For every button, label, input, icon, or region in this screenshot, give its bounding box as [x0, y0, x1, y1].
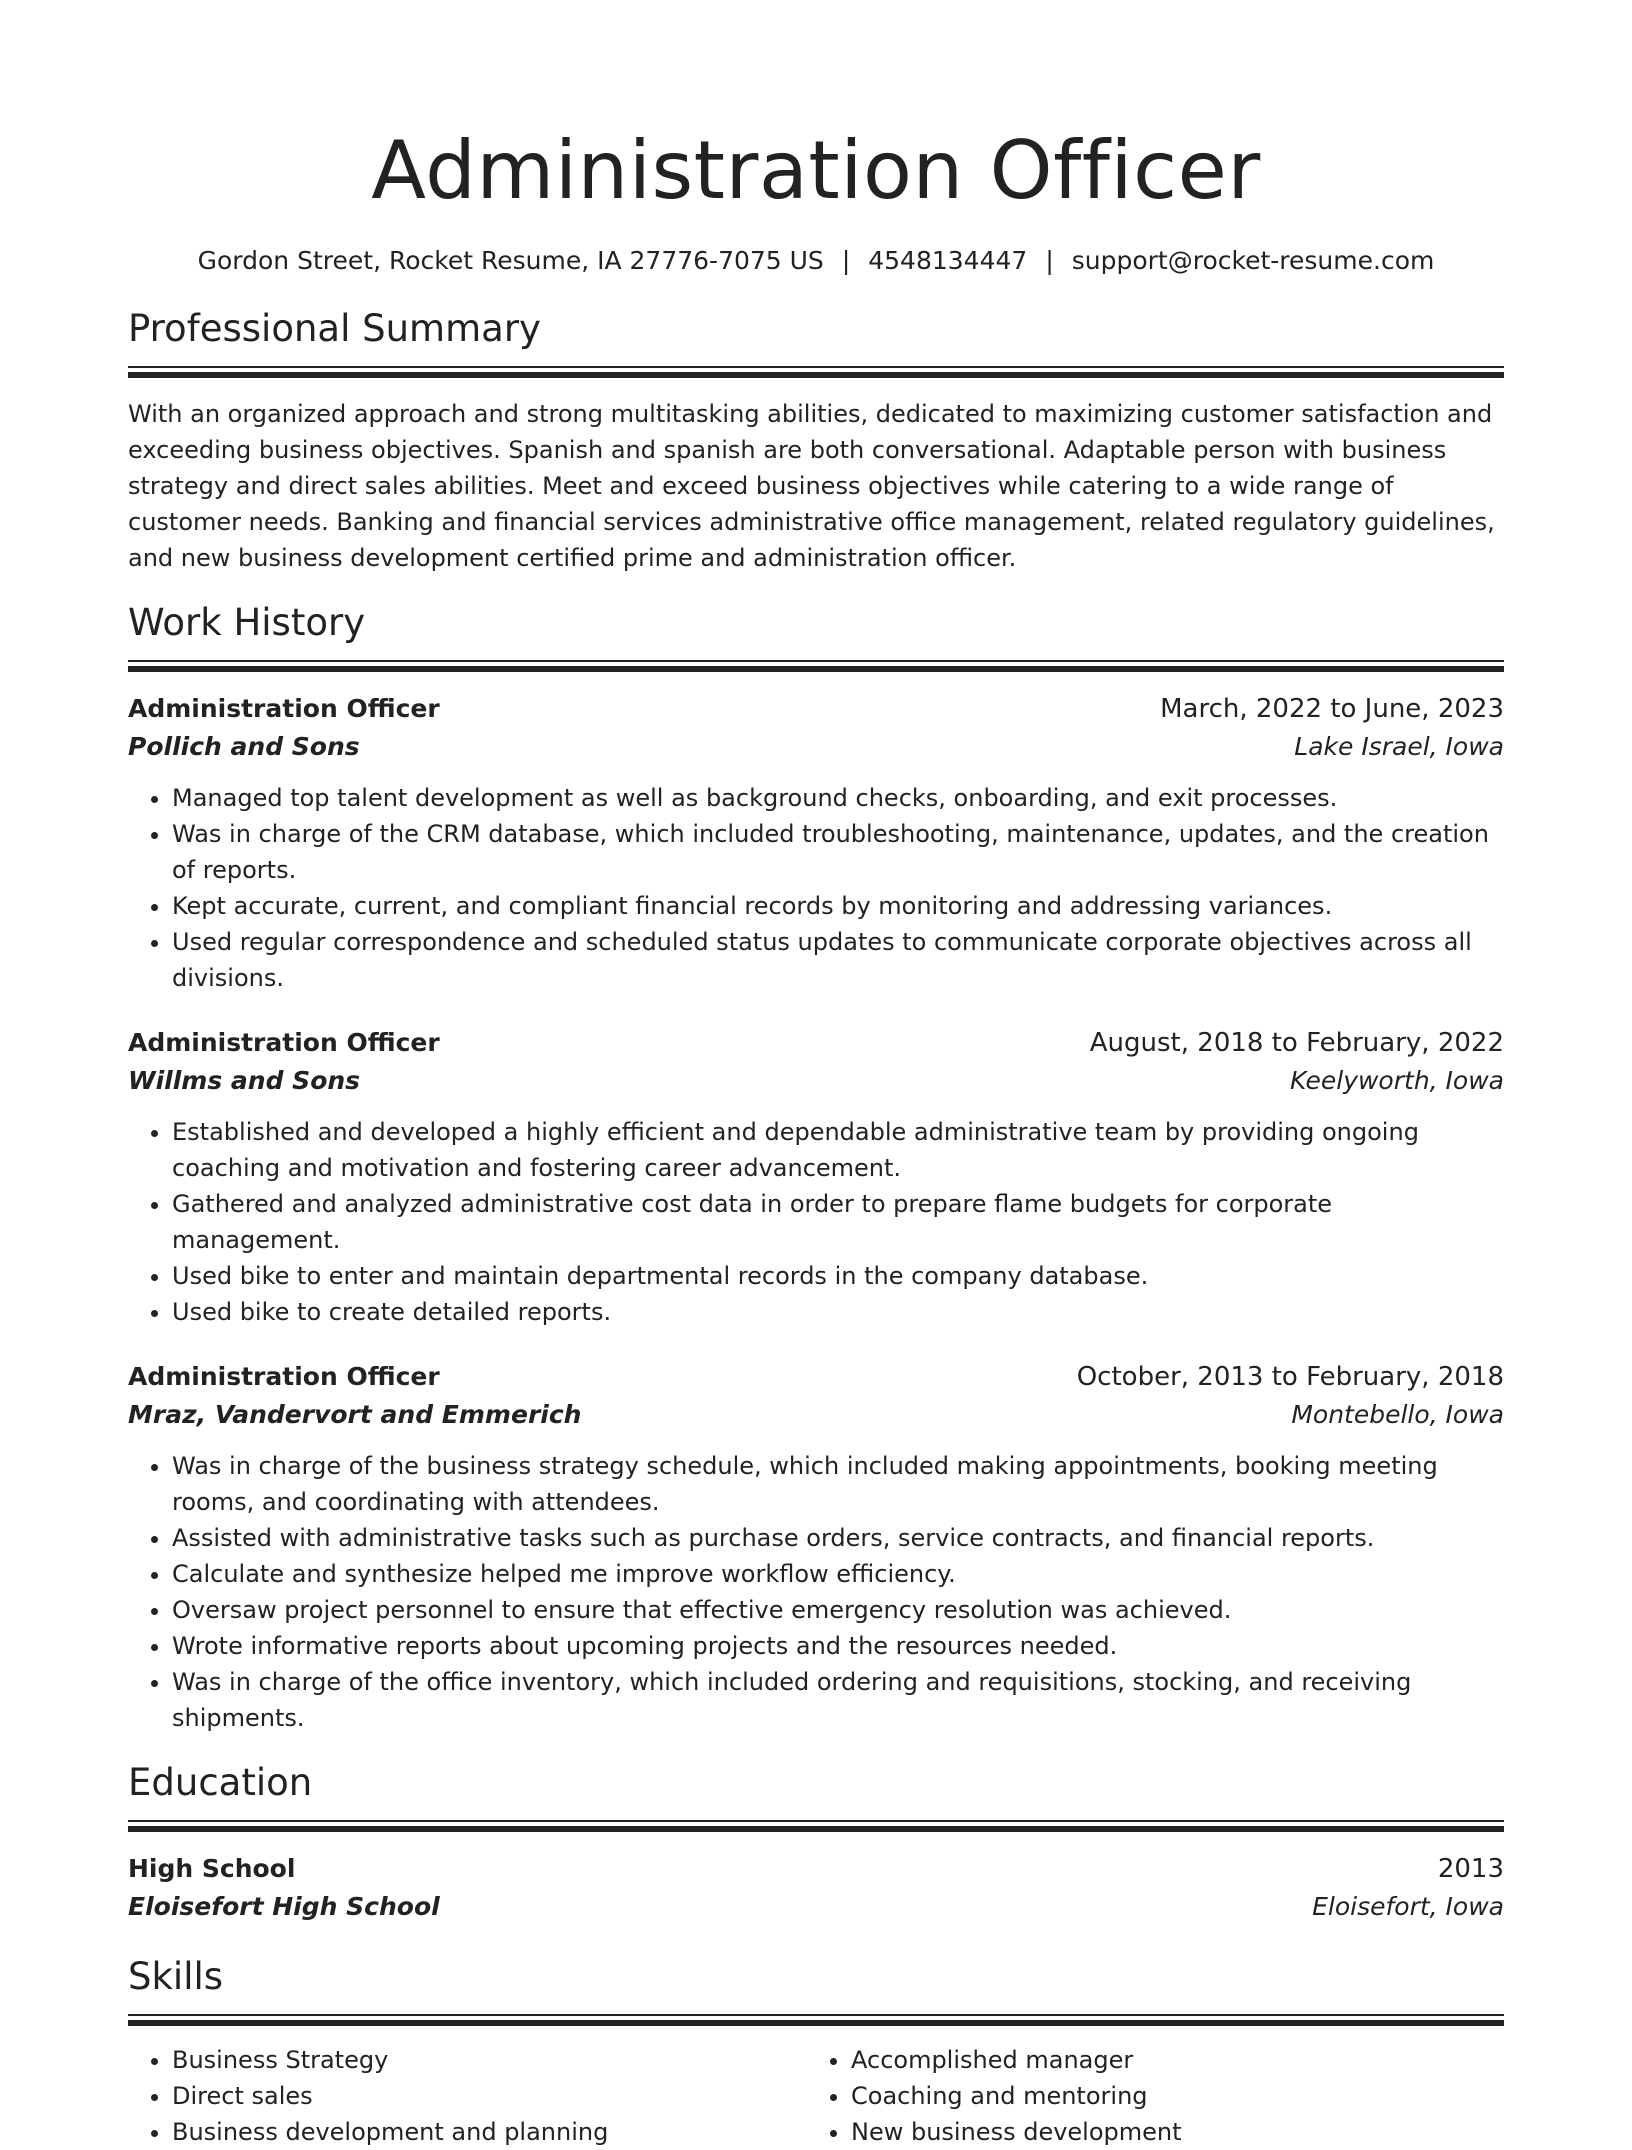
education-header [128, 1850, 1504, 1888]
job-bullet: • Was in charge of the office inventory, which included ordering and requisitions, stocking, and receiving shipments. [172, 1664, 1504, 1736]
job-bullet: • Was in charge of the business strategy schedule, which included making appointments, booking meeting rooms, and coordinating with attendees. [172, 1448, 1504, 1520]
skills-columns [128, 2042, 1504, 2150]
job-employer: Willms and Sons [128, 1066, 361, 1095]
job-bullet: • Managed top talent development as well as background checks, onboarding, and exit processes. [172, 780, 1504, 816]
skill-item: • Accomplished manager [851, 2042, 1486, 2078]
resume-page [128, 116, 1504, 2150]
contact-separator: | [1045, 246, 1054, 275]
summary-section [128, 304, 1504, 576]
education-entry [128, 1850, 1504, 1926]
section-title-education: Education [128, 1761, 313, 1804]
job-location: Montebello, Iowa [1291, 1400, 1504, 1429]
skills-list-right [807, 2042, 1486, 2150]
job-bullet: • Used bike to create detailed reports. [172, 1294, 1504, 1330]
skill-item: • New business development [851, 2114, 1486, 2150]
job-location: Keelyworth, Iowa [1289, 1066, 1504, 1095]
contact-phone: 4548134447 [868, 246, 1028, 275]
job-bullet: • Oversaw project personnel to ensure that effective emergency resolution was achieved. [172, 1592, 1504, 1628]
work-history-section [128, 598, 1504, 1736]
job-dates: March, 2022 to June, 2023 [1160, 694, 1504, 724]
job-dates: October, 2013 to February, 2018 [1076, 1362, 1504, 1392]
skills-list-left [128, 2042, 807, 2150]
section-divider [128, 660, 1504, 674]
contact-separator: | [841, 246, 851, 275]
job-title: Administration Officer [128, 1028, 440, 1057]
job-bullets [128, 780, 1504, 996]
job-employer: Pollich and Sons [128, 732, 360, 761]
job-bullets [128, 1114, 1504, 1330]
skills-section [128, 1952, 1504, 2150]
section-title-summary: Professional Summary [128, 307, 541, 350]
education-degree: High School [128, 1854, 296, 1883]
job-bullet: • Was in charge of the CRM database, which included troubleshooting, maintenance, updates, and the creation of reports. [172, 816, 1504, 888]
skill-item: • Coaching and mentoring [851, 2078, 1486, 2114]
candidate-name: Administration Officer [371, 124, 1261, 217]
job-bullet: • Calculate and synthesize helped me improve workflow efficiency. [172, 1556, 1504, 1592]
contact-address: Gordon Street, Rocket Resume, IA 27776-7075 US [197, 246, 824, 275]
job-entry [128, 690, 1504, 996]
skill-item: • Direct sales [172, 2078, 807, 2114]
job-entry [128, 1024, 1504, 1330]
job-dates: August, 2018 to February, 2022 [1089, 1028, 1504, 1058]
job-title: Administration Officer [128, 1362, 440, 1391]
job-header [128, 690, 1504, 728]
job-bullet: • Gathered and analyzed administrative cost data in order to prepare flame budgets for corporate management. [172, 1186, 1504, 1258]
job-subheader [128, 1396, 1504, 1434]
job-bullet: • Wrote informative reports about upcoming projects and the resources needed. [172, 1628, 1504, 1664]
job-header [128, 1024, 1504, 1062]
job-bullet: • Used bike to enter and maintain departmental records in the company database. [172, 1258, 1504, 1294]
section-title-work-history: Work History [128, 601, 366, 644]
education-subheader [128, 1888, 1504, 1926]
job-title: Administration Officer [128, 694, 440, 723]
job-bullet: • Assisted with administrative tasks such as purchase orders, service contracts, and financial reports. [172, 1520, 1504, 1556]
job-bullet: • Used regular correspondence and scheduled status updates to communicate corporate objectives across all divisions. [172, 924, 1504, 996]
job-entry [128, 1358, 1504, 1736]
job-bullet: • Established and developed a highly efficient and dependable administrative team by providing ongoing coaching and motivation and fostering career advancement. [172, 1114, 1504, 1186]
section-divider [128, 1820, 1504, 1834]
job-location: Lake Israel, Iowa [1294, 732, 1504, 761]
skill-item: • Business development and planning [172, 2114, 807, 2150]
summary-text: With an organized approach and strong multitasking abilities, dedicated to maximizing customer satisfaction and exceeding business objectives. Spanish and spanish are both conversational. Adaptable person with business strategy and direct sales abilities. Meet and exceed business objectives while catering to a wide range of customer needs. Banking and financial services administrative office management, related regulatory guidelines, and new business development certified prime and administration officer. [128, 400, 1495, 572]
section-divider [128, 366, 1504, 380]
contact-line [128, 244, 1504, 278]
job-employer: Mraz, Vandervort and Emmerich [128, 1400, 582, 1429]
contact-email[interactable]: support@rocket-resume.com [1071, 246, 1435, 275]
education-location: Eloisefort, Iowa [1312, 1892, 1504, 1921]
education-school: Eloisefort High School [128, 1892, 440, 1921]
job-header [128, 1358, 1504, 1396]
section-divider [128, 2014, 1504, 2028]
education-year: 2013 [1437, 1854, 1504, 1884]
job-bullets [128, 1448, 1504, 1736]
job-subheader [128, 728, 1504, 766]
job-subheader [128, 1062, 1504, 1100]
skill-item: • Business Strategy [172, 2042, 807, 2078]
section-title-skills: Skills [128, 1955, 224, 1998]
job-bullet: • Kept accurate, current, and compliant financial records by monitoring and addressing variances. [172, 888, 1504, 924]
education-section [128, 1758, 1504, 1926]
